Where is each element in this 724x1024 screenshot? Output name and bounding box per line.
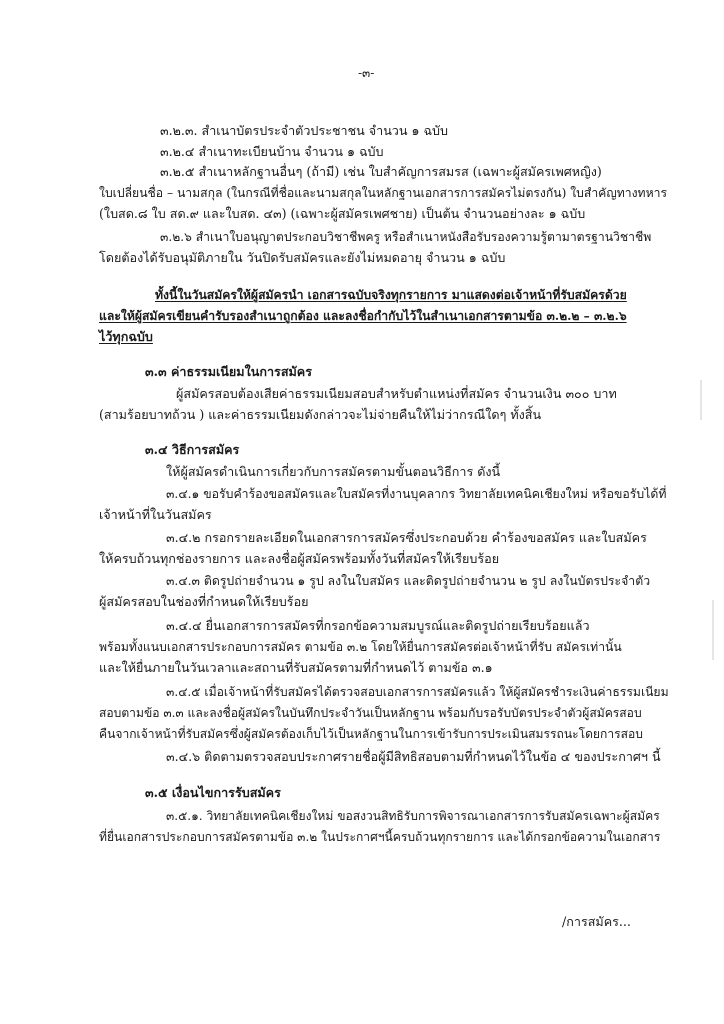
- scan-artifact: [712, 600, 714, 660]
- doc-item-3-2-4: ๓.๒.๔ สำเนาทะเบียนบ้าน จำนวน ๑ ฉบับ: [160, 144, 384, 159]
- method-step-4-cont: พร้อมทั้งแนบเอกสารประกอบการสมัคร ตามข้อ ๓.๒ โดยให้ยื่นการสมัครต่อเจ้าหน้าที่รับ สมัครเท่านั้น: [99, 640, 622, 654]
- page-number: -๓-: [358, 66, 375, 80]
- scan-artifact: [700, 380, 702, 420]
- notice-line: ไว้ทุกฉบับ: [99, 329, 153, 344]
- method-step-5-cont: สอบตามข้อ ๓.๓ และลงชื่อผู้สมัครในบันทึกประจำวันเป็นหลักฐาน พร้อมกับรอรับบัตรประจำตัวผู้สมัครสอบ: [99, 706, 642, 720]
- method-step-1: ๓.๔.๑ ขอรับคำร้องขอสมัครและใบสมัครที่งานบุคลากร วิทยาลัยเทคนิคเชียงใหม่ หรือขอรับได้ที่: [166, 487, 667, 501]
- conditions-text: ที่ยื่นเอกสารประกอบการสมัครตามข้อ ๓.๒ ในประกาศฯนี้ครบถ้วนทุกรายการ และได้กรอกข้อความในเอกสาร: [99, 830, 661, 844]
- method-step-1-cont: เจ้าหน้าที่ในวันสมัคร: [99, 507, 212, 522]
- section-heading-conditions: ๓.๕ เงื่อนไขการรับสมัคร: [145, 785, 281, 800]
- method-step-4-cont: และให้ยื่นภายในวันเวลาและสถานที่รับสมัครตามที่กำหนดไว้ ตามข้อ ๓.๑: [99, 660, 493, 675]
- method-step-2: ๓.๔.๒ กรอกรายละเอียดในเอกสารการสมัครซึ่งประกอบด้วย คำร้องขอสมัคร และใบสมัคร: [166, 530, 647, 545]
- method-step-5: ๓.๔.๕ เมื่อเจ้าหน้าที่รับสมัครได้ตรวจสอบเอกสารการสมัครแล้ว ให้ผู้สมัครชำระเงินค่าธรรมเนียม: [166, 685, 669, 699]
- method-step-5-cont: คืนจากเจ้าหน้าที่รับสมัครซึ่งผู้สมัครต้องเก็บไว้เป็นหลักฐานในการเข้ารับการประเมินสมรรถนะโดยการสอบ: [99, 727, 643, 741]
- method-step-2-cont: ให้ครบถ้วนทุกช่องรายการ และลงชื่อผู้สมัครพร้อมทั้งวันที่สมัครให้เรียบร้อย: [99, 551, 500, 566]
- doc-item-3-2-5: ๓.๒.๕ สำเนาหลักฐานอื่นๆ (ถ้ามี) เช่น ใบสำคัญการสมรส (เฉพาะผู้สมัครเพศหญิง): [160, 164, 602, 179]
- fee-text: ผู้สมัครสอบต้องเสียค่าธรรมเนียมสอบสำหรับตำแหน่งที่สมัคร จำนวนเงิน ๓๐๐ บาท: [176, 386, 617, 401]
- notice-line: และให้ผู้สมัครเขียนคำรับรองสำเนาถูกต้อง และลงชื่อกำกับไว้ในสำเนาเอกสารตามข้อ ๓.๒.๒ – ๓.๒.๖: [99, 309, 627, 323]
- doc-item-3-2-5-cont: ใบเปลี่ยนชื่อ – นามสกุล (ในกรณีที่ชื่อและนามสกุลในหลักฐานเอกสารการสมัครไม่ตรงกัน) ใบสำคัญทางทหาร: [99, 186, 667, 200]
- doc-item-3-2-3: ๓.๒.๓. สำเนาบัตรประจำตัวประชาชน จำนวน ๑ ฉบับ: [160, 123, 449, 138]
- section-heading-fee: ๓.๓ ค่าธรรมเนียมในการสมัคร: [145, 364, 312, 379]
- method-step-4: ๓.๔.๔ ยื่นเอกสารการสมัครที่กรอกข้อความสมบูรณ์และติดรูปถ่ายเรียบร้อยแล้ว: [166, 618, 590, 633]
- doc-item-3-2-6: ๓.๒.๖ สำเนาใบอนุญาตประกอบวิชาชีพครู หรือสำเนาหนังสือรับรองความรู้ตามาตรฐานวิชาชีพ: [160, 230, 652, 244]
- doc-item-3-2-5-cont: (ใบสด.๘ ใบ สด.๙ และใบสด. ๔๓) (เฉพาะผู้สมัครเพศชาย) เป็นต้น จำนวนอย่างละ ๑ ฉบับ: [99, 206, 586, 221]
- continuation-marker: /การสมัคร...: [562, 914, 631, 929]
- method-step-3-cont: ผู้สมัครสอบในช่องที่กำหนดให้เรียบร้อย: [99, 594, 309, 609]
- section-heading-method: ๓.๔ วิธีการสมัคร: [145, 442, 240, 457]
- method-step-3: ๓.๔.๓ ติดรูปถ่ายจำนวน ๑ รูป ลงในใบสมัคร และติดรูปถ่ายจำนวน ๒ รูป ลงในบัตรประจำตัว: [166, 574, 651, 588]
- fee-text: (สามร้อยบาทถ้วน ) และค่าธรรมเนียมดังกล่าวจะไม่จ่ายคืนให้ไม่ว่ากรณีใดๆ ทั้งสิ้น: [99, 407, 542, 422]
- conditions-text: ๓.๕.๑. วิทยาลัยเทคนิคเชียงใหม่ ขอสงวนสิทธิรับการพิจารณาเอกสารการรับสมัครเฉพาะผู้สมัคร: [166, 809, 660, 823]
- method-step-6: ๓.๔.๖ ติดตามตรวจสอบประกาศรายชื่อผู้มีสิทธิสอบตามที่กำหนดไว้ในข้อ ๔ ของประกาศฯ นี้: [166, 749, 661, 764]
- method-intro: ให้ผู้สมัครดำเนินการเกี่ยวกับการสมัครตามขั้นตอนวิธีการ ดังนี้: [166, 464, 501, 479]
- notice-line: ทั้งนี้ในวันสมัครให้ผู้สมัครนำ เอกสารฉบับจริงทุกรายการ มาแสดงต่อเจ้าหน้าที่รับสมัครด้วย: [155, 288, 627, 302]
- doc-item-3-2-6-cont: โดยต้องได้รับอนุมัติภายใน วันปิดรับสมัครและยังไม่หมดอายุ จำนวน ๑ ฉบับ: [99, 250, 506, 265]
